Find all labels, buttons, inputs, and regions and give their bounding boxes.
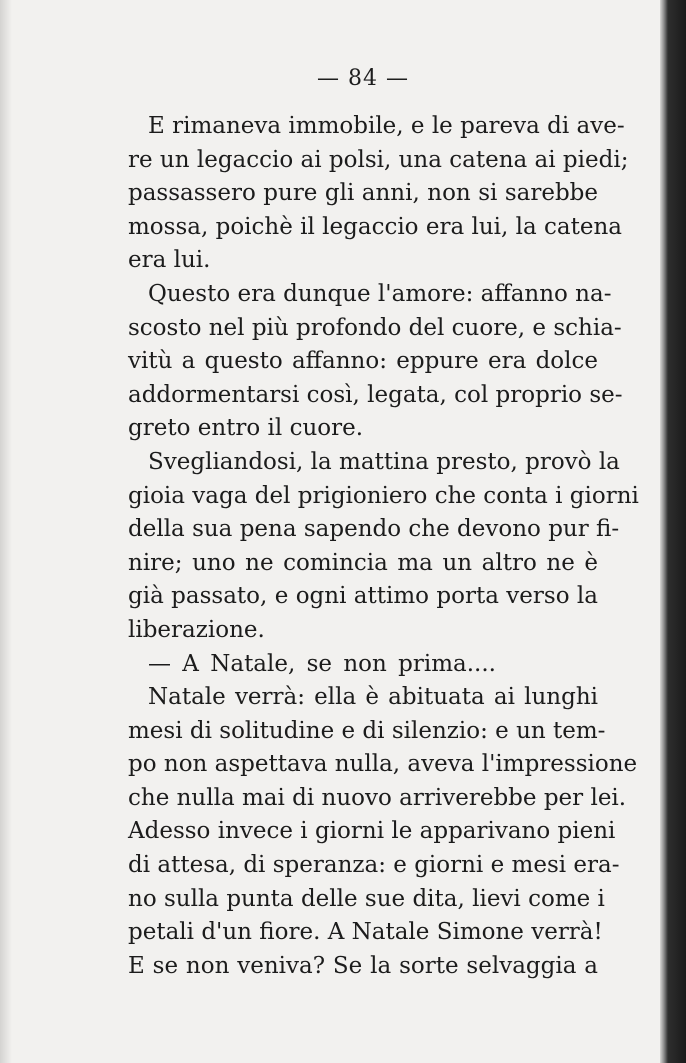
text-line: gioia vaga del prigioniero che conta i giorni	[128, 482, 639, 509]
text-line: della sua pena sapendo che devono pur fi-	[128, 516, 620, 543]
text-line: già passato, e ogni attimo porta verso la	[128, 583, 598, 610]
text-line: petali d'un fiore. A Natale Simone verrà!	[128, 919, 603, 946]
text-line: greto entro il cuore.	[128, 415, 364, 442]
text-line: re un legaccio ai polsi, una catena ai piedi;	[128, 146, 629, 173]
text-line: scosto nel più profondo del cuore, e schia-	[128, 314, 622, 341]
text-line: vitù a questo affanno: eppure era dolce	[128, 348, 598, 375]
body-text	[128, 110, 639, 983]
text-line: Natale verrà: ella è abituata ai lunghi	[148, 684, 598, 711]
text-line: po non aspettava nulla, aveva l'impressione	[128, 751, 638, 778]
text-line: passassero pure gli anni, non si sarebbe	[128, 180, 598, 207]
text-line: che nulla mai di nuovo arriverebbe per lei.	[128, 784, 627, 811]
page-edge-shadow	[0, 0, 12, 1063]
page-number: — 84 —	[317, 66, 409, 91]
book-spine	[660, 0, 686, 1063]
text-line: E rimaneva immobile, e le pareva di ave-	[148, 113, 625, 139]
text-line: liberazione.	[128, 616, 265, 643]
text-line: Questo era dunque l'amore: affanno na-	[148, 280, 612, 307]
text-line: Svegliandosi, la mattina presto, provò la	[148, 448, 620, 475]
text-line: mossa, poichè il legaccio era lui, la catena	[128, 213, 622, 240]
text-line: no sulla punta delle sue dita, lievi come i	[128, 885, 605, 912]
text-line: mesi di solitudine e di silenzio: e un tem-	[128, 717, 606, 744]
text-line: Adesso invece i giorni le apparivano pieni	[128, 818, 616, 845]
text-line: nire; uno ne comincia ma un altro ne è	[128, 549, 598, 576]
text-line: era lui.	[128, 247, 211, 274]
text-line: — A Natale, se non prima....	[148, 650, 496, 677]
text-line: di attesa, di speranza: e giorni e mesi era-	[128, 852, 620, 879]
text-line: E se non veniva? Se la sorte selvaggia a	[128, 952, 598, 979]
text-line: addormentarsi così, legata, col proprio se-	[128, 381, 623, 408]
